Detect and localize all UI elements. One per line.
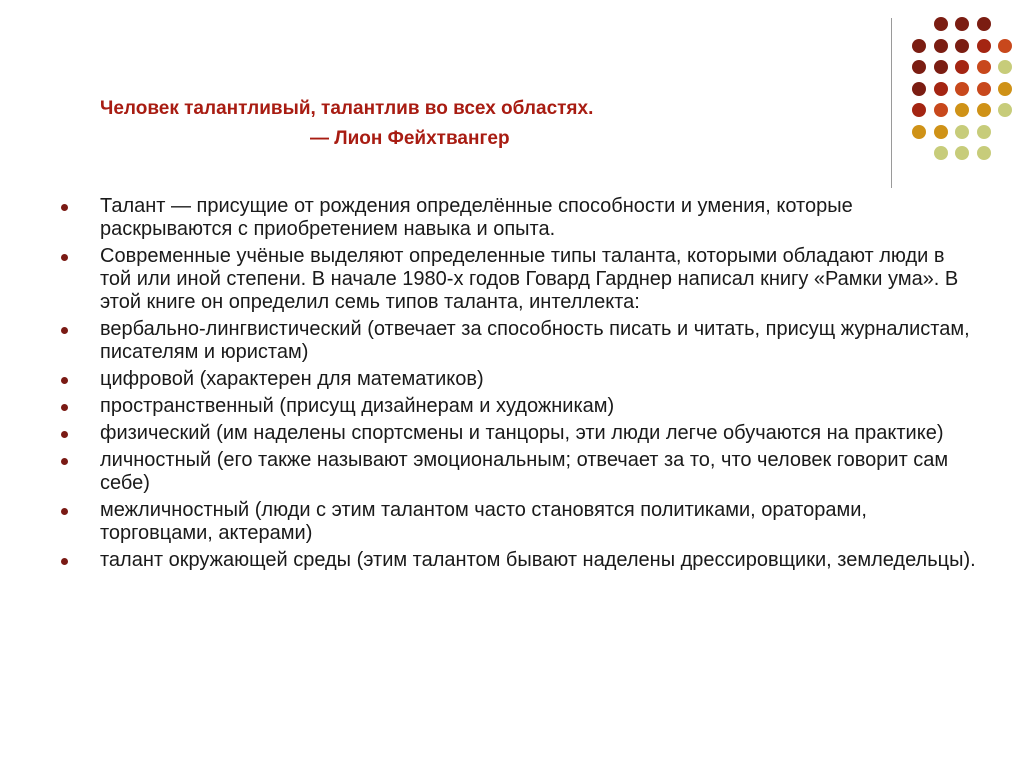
list-item <box>60 499 980 545</box>
decorative-dot <box>934 17 948 31</box>
list-item-text: Современные учёные выделяют определенные типы таланта, которыми обладают люди в той или иной степени. В начале 1980-х годов Говард Гарднер написал книгу «Рамки ума». В этой книге он определил семь типов таланта, интеллекта: <box>100 245 959 313</box>
divider-line <box>891 18 892 188</box>
quote-author: — Лион Фейхтвангер <box>310 128 510 149</box>
epigraph-quote <box>100 94 860 154</box>
list-item <box>60 318 980 364</box>
decorative-dot <box>977 82 991 96</box>
decorative-dot <box>977 17 991 31</box>
list-item-text: Талант — присущие от рождения определённые способности и умения, которые раскрываются с приобретением навыка и опыта. <box>100 195 853 240</box>
bullet-icon <box>61 204 68 211</box>
list-item-text: вербально-лингвистический (отвечает за способность писать и читать, присущ журналистам, писателям и юристам) <box>100 318 970 363</box>
decorative-dot <box>998 103 1012 117</box>
bullet-icon <box>61 377 68 384</box>
decorative-dot <box>977 103 991 117</box>
decorative-dot <box>912 125 926 139</box>
decorative-dot <box>955 103 969 117</box>
bullet-icon <box>61 458 68 465</box>
decorative-dot <box>998 82 1012 96</box>
decorative-dot <box>977 60 991 74</box>
decorative-dot <box>934 82 948 96</box>
list-item-text: пространственный (присущ дизайнерам и художникам) <box>100 395 615 417</box>
list-item <box>60 449 980 495</box>
bullet-icon <box>61 404 68 411</box>
decorative-dot <box>977 125 991 139</box>
decorative-dot <box>955 125 969 139</box>
bullet-icon <box>61 254 68 261</box>
list-item-text: талант окружающей среды (этим талантом бывают наделены дрессировщики, земледельцы). <box>100 549 976 571</box>
decorative-dot <box>955 17 969 31</box>
decorative-dot <box>977 39 991 53</box>
quote-text: Человек талантливый, талантлив во всех областях. <box>100 98 594 119</box>
list-item <box>60 549 980 572</box>
decorative-dot <box>998 39 1012 53</box>
bullet-icon <box>61 558 68 565</box>
list-item <box>60 368 980 391</box>
list-item <box>60 395 980 418</box>
decorative-dot <box>912 39 926 53</box>
bullet-icon <box>61 508 68 515</box>
decorative-dot <box>934 146 948 160</box>
decorative-dot <box>912 60 926 74</box>
decorative-dot <box>977 146 991 160</box>
decorative-dot <box>934 60 948 74</box>
list-item <box>60 245 980 314</box>
decorative-dot <box>912 82 926 96</box>
decorative-dot <box>934 103 948 117</box>
decorative-dot <box>955 82 969 96</box>
bullet-list <box>60 195 980 576</box>
decorative-dot <box>955 60 969 74</box>
list-item-text: личностный (его также называют эмоциональным; отвечает за то, что человек говорит сам себе) <box>100 449 949 494</box>
list-item <box>60 422 980 445</box>
list-item-text: цифровой (характерен для математиков) <box>100 368 484 390</box>
list-item-text: межличностный (люди с этим талантом часто становятся политиками, ораторами, торговцами, актерами) <box>100 499 867 544</box>
list-item <box>60 195 980 241</box>
list-item-text: физический (им наделены спортсмены и танцоры, эти люди легче обучаются на практике) <box>100 422 944 444</box>
decorative-dot <box>934 39 948 53</box>
bullet-icon <box>61 431 68 438</box>
decorative-dot <box>912 103 926 117</box>
bullet-icon <box>61 327 68 334</box>
decorative-dot <box>955 146 969 160</box>
decorative-dot <box>934 125 948 139</box>
decorative-dot <box>955 39 969 53</box>
decorative-dot <box>998 60 1012 74</box>
